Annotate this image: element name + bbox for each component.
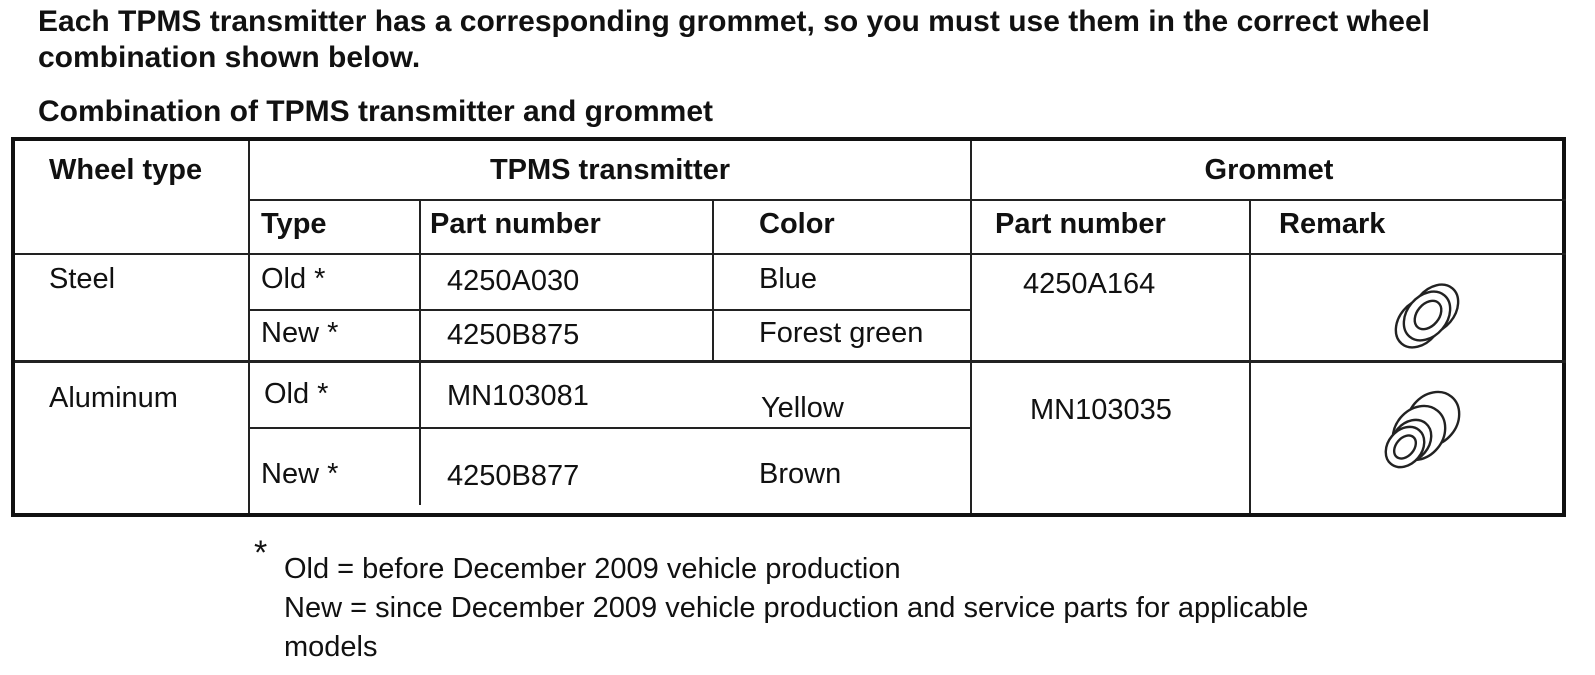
table-heading: Combination of TPMS transmitter and grommet (38, 95, 714, 128)
steel-old-part-number: 4250A030 (447, 265, 580, 297)
aluminum-old-part-number: MN103081 (447, 380, 589, 412)
rule-col-part (712, 199, 714, 360)
rule-col-tpms (970, 141, 972, 513)
aluminum-new-color: Brown (759, 458, 842, 490)
wheel-type-steel: Steel (49, 263, 116, 295)
rule-col-grommet (1249, 199, 1251, 513)
rule-steel-mid (248, 309, 970, 311)
steel-new-type: New * (261, 317, 339, 349)
aluminum-new-part-number: 4250B877 (447, 460, 580, 492)
footnote-old: Old = before December 2009 vehicle production (284, 553, 901, 585)
steel-grommet-part-number: 4250A164 (1023, 268, 1156, 300)
rule-col-wheel (248, 141, 250, 513)
footnote-new-line1: New = since December 2009 vehicle production and service parts for applicable (284, 592, 1309, 624)
header-grommet: Grommet (1204, 154, 1334, 186)
steel-old-color: Blue (759, 263, 818, 295)
flat-ring-grommet-icon (1387, 279, 1467, 353)
header-type: Type (261, 208, 327, 240)
header-wheel-type: Wheel type (49, 154, 203, 186)
rule-header-mid (248, 199, 1566, 201)
aluminum-old-color: Yellow (761, 392, 844, 424)
steel-old-type: Old * (261, 263, 326, 295)
stepped-grommet-icon (1375, 387, 1471, 475)
steel-new-color: Forest green (759, 317, 924, 349)
header-remark: Remark (1279, 208, 1386, 240)
rule-col-type (419, 199, 421, 505)
rule-aluminum-mid (248, 427, 970, 429)
aluminum-grommet-part-number: MN103035 (1030, 394, 1172, 426)
intro-text: Each TPMS transmitter has a corresponding grommet, so you must use them in the correct wheel combination shown below. (38, 5, 1430, 74)
header-color: Color (759, 208, 835, 240)
header-grommet-part-number: Part number (995, 208, 1166, 240)
header-tpms-part-number: Part number (430, 208, 601, 240)
header-tpms-transmitter: TPMS transmitter (489, 154, 731, 186)
combination-table (11, 137, 1566, 517)
footnote-new-line2: models (284, 631, 378, 663)
aluminum-new-type: New * (261, 458, 339, 490)
steel-new-part-number: 4250B875 (447, 319, 580, 351)
wheel-type-aluminum: Aluminum (49, 382, 178, 414)
footnote-asterisk: * (254, 534, 268, 572)
aluminum-old-type: Old * (264, 378, 329, 410)
